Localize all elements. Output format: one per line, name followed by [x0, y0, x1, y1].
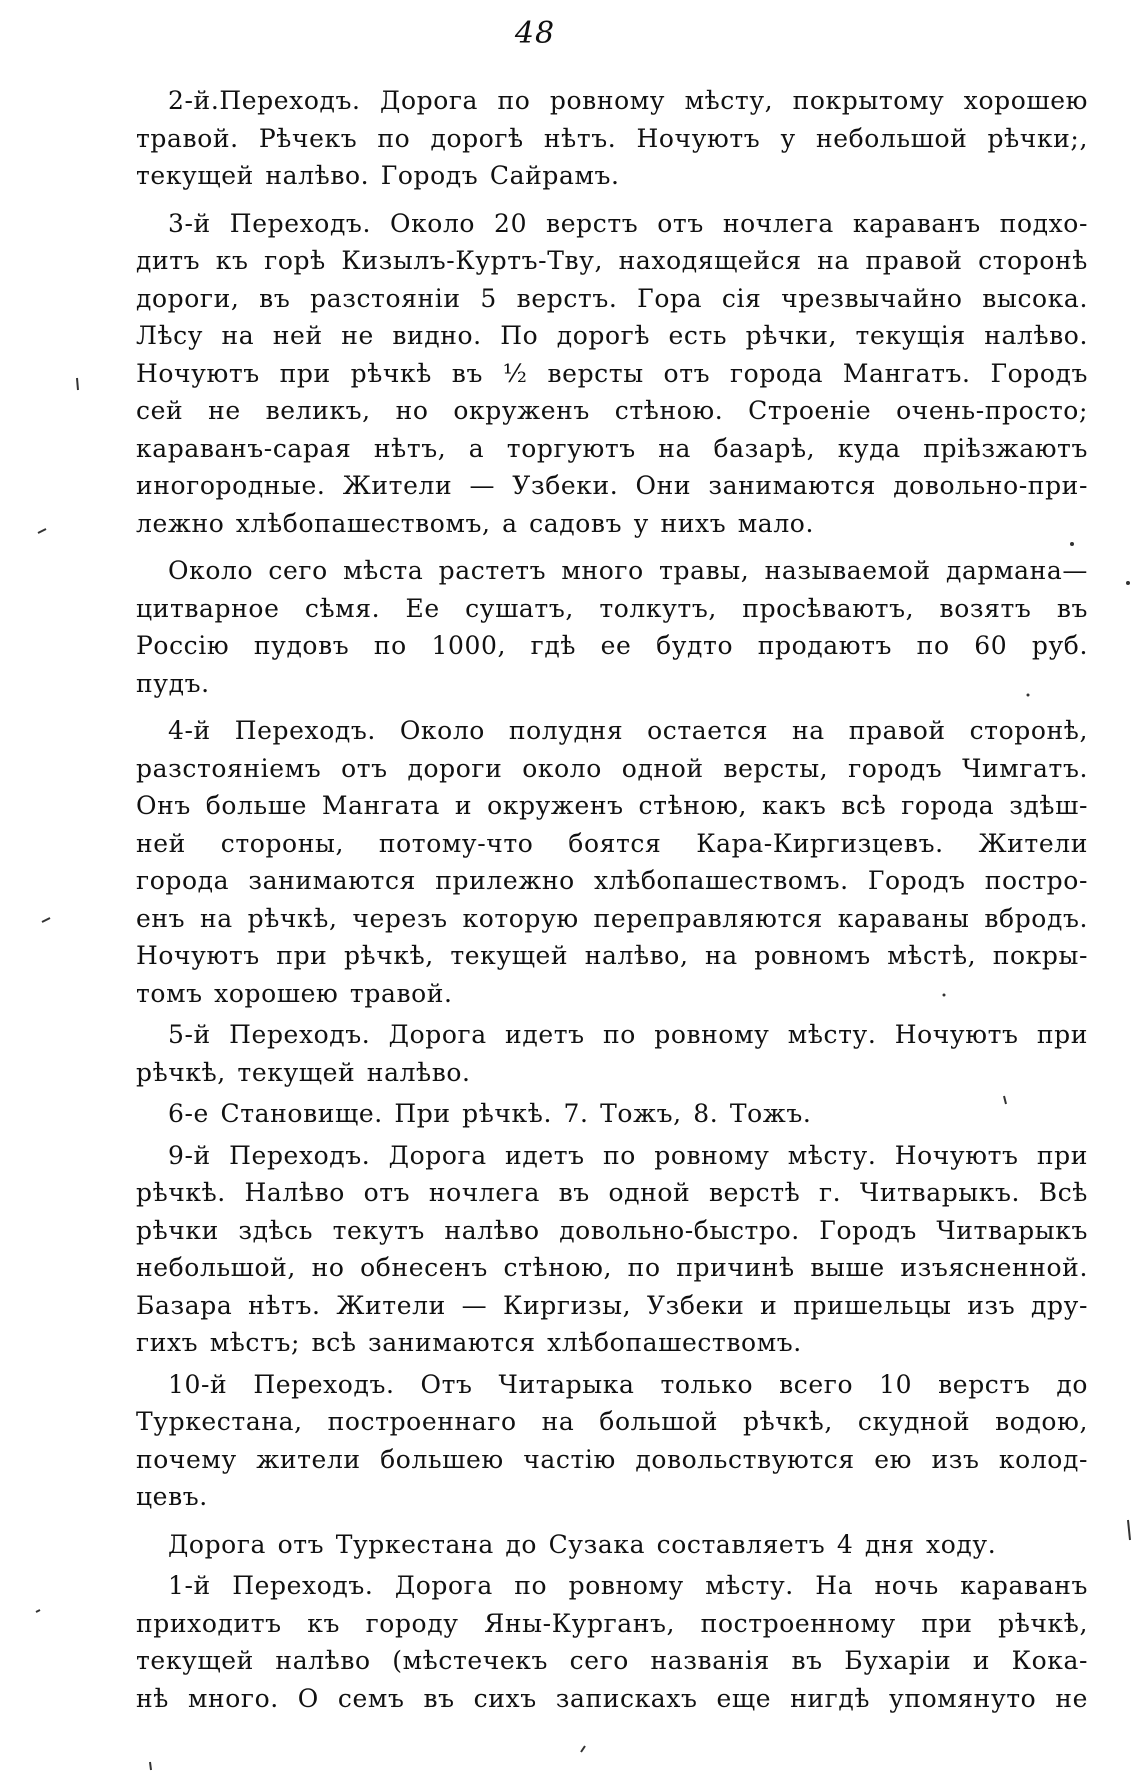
paragraph-3rd-march [136, 205, 1088, 543]
text-line: травой. Рѣчекъ по дорогѣ нѣтъ. Ночуютъ у небольшой рѣчки;, [136, 123, 1088, 153]
text-line: рѣчки здѣсь текутъ налѣво довольно-быстро. Городъ Читварыкъ [136, 1215, 1088, 1245]
body-text [136, 82, 1088, 1717]
speck-mark [150, 1762, 151, 1770]
speck-mark [42, 918, 50, 922]
speck-mark [77, 378, 78, 390]
text-line: небольшой, но обнесенъ стѣною, по причинѣ выше изъясненной. [136, 1253, 1088, 1282]
text-line: томъ хорошею травой. [136, 978, 453, 1008]
text-line: текущей налѣво. Городъ Сайрамъ. [136, 161, 620, 190]
text-line: Базара нѣтъ. Жители — Киргизы, Узбеки и пришельцы изъ дру- [136, 1290, 1088, 1320]
text-line: города занимаются прилежно хлѣбопашествомъ. Городъ постро- [136, 866, 1088, 895]
text-line: нѣ много. О семъ въ сихъ запискахъ еще нигдѣ упомянуто не [136, 1683, 1088, 1713]
paragraph-10th-march [136, 1366, 1088, 1516]
paragraph-5th-march [136, 1016, 1088, 1091]
text-line: 6-е Становище. При рѣчкѣ. 7. Тожъ, 8. Тожъ. [168, 1099, 812, 1128]
text-line: текущей налѣво (мѣстечекъ сего названія въ Бухаріи и Кока- [136, 1646, 1088, 1675]
text-line: 10-й Переходъ. Отъ Читарыка только всего 10 верстъ до [168, 1369, 1088, 1399]
text-line: пудъ. [136, 668, 210, 698]
text-line: цевъ. [136, 1482, 208, 1511]
text-line: Дорога отъ Туркестана до Сузака составляетъ 4 дня ходу. [168, 1529, 997, 1559]
paragraph-4th-march [136, 712, 1088, 1012]
text-line: Ночуютъ при рѣчкѣ, текущей налѣво, на ровномъ мѣстѣ, покры- [136, 941, 1088, 970]
text-line: 1-й Переходъ. Дорога по ровному мѣсту. На ночь караванъ [168, 1571, 1088, 1600]
text-line: караванъ-сарая нѣтъ, а торгуютъ на базарѣ, куда пріѣзжаютъ [136, 433, 1088, 463]
paragraph-darmana [136, 552, 1088, 702]
text-line: почему жители большею частію довольствуются ею изъ колод- [136, 1444, 1088, 1474]
text-line: приходитъ къ городу Яны-Курганъ, построенному при рѣчкѣ, [136, 1608, 1088, 1638]
paragraph-9th-march [136, 1137, 1088, 1362]
text-line: 9-й Переходъ. Дорога идетъ по ровному мѣсту. Ночуютъ при [168, 1140, 1088, 1170]
text-line: дороги, въ разстояніи 5 верстъ. Гора сія чрезвычайно высока. [136, 283, 1088, 313]
speck-mark [581, 1746, 585, 1752]
text-line: 4-й Переходъ. Около полудня остается на правой сторонѣ, [168, 716, 1088, 745]
paragraph-1st-march-suzak [136, 1567, 1088, 1717]
text-line: 3-й Переходъ. Около 20 верстъ отъ ночлега караванъ подхо- [168, 208, 1088, 238]
text-line: лежно хлѣбопашествомъ, а садовъ у нихъ мало. [136, 508, 814, 538]
text-line: ней стороны, потому-что боятся Кара-Киргизцевъ. Жители [136, 828, 1088, 858]
text-line: иногородные. Жители — Узбеки. Они занимаются довольно-при- [136, 471, 1088, 500]
text-line: Россію пудовъ по 1000, гдѣ ее будто продаютъ по 60 руб. [136, 631, 1088, 660]
speck-mark [1128, 1520, 1130, 1540]
page-number: 48 [514, 16, 556, 51]
text-line: Ночуютъ при рѣчкѣ въ ½ версты отъ города Мангатъ. Городъ [136, 358, 1088, 388]
paragraph-road-to-suzak [136, 1526, 1088, 1564]
text-line: сей не великъ, но окруженъ стѣною. Строеніе очень-просто; [136, 396, 1088, 425]
speck-mark [1126, 581, 1130, 585]
speck-mark [38, 529, 46, 533]
text-line: Около сего мѣста растетъ много травы, называемой дармана— [168, 556, 1088, 585]
text-line: 2-й.Переходъ. Дорога по ровному мѣсту, покрытому хорошею [168, 86, 1088, 115]
text-line: гихъ мѣстъ; всѣ занимаются хлѣбопашествомъ. [136, 1328, 802, 1357]
paragraph-6th-halt [136, 1095, 1088, 1133]
text-line: Лѣсу на ней не видно. По дорогѣ есть рѣчки, текущія налѣво. [136, 321, 1088, 350]
text-line: дитъ къ горѣ Кизылъ-Куртъ-Тву, находящейся на правой сторонѣ [136, 246, 1088, 275]
text-line: рѣчкѣ, текущей налѣво. [136, 1057, 471, 1087]
text-line: рѣчкѣ. Налѣво отъ ночлега въ одной верстѣ г. Читварыкъ. Всѣ [136, 1178, 1088, 1207]
speck-mark [36, 1610, 40, 1612]
text-line: Онъ больше Мангата и окруженъ стѣною, какъ всѣ города здѣш- [136, 791, 1088, 820]
paragraph-2nd-march [136, 82, 1088, 195]
text-line: енъ на рѣчкѣ, черезъ которую переправляются караваны вбродъ. [136, 903, 1088, 933]
text-line: разстояніемъ отъ дороги около одной версты, городъ Чимгатъ. [136, 753, 1088, 783]
text-line: Туркестана, построеннаго на большой рѣчкѣ, скудной водою, [136, 1407, 1088, 1436]
text-line: цитварное сѣмя. Ее сушатъ, толкутъ, просѣваютъ, возятъ въ [136, 593, 1088, 623]
text-line: 5-й Переходъ. Дорога идетъ по ровному мѣсту. Ночуютъ при [168, 1020, 1088, 1049]
